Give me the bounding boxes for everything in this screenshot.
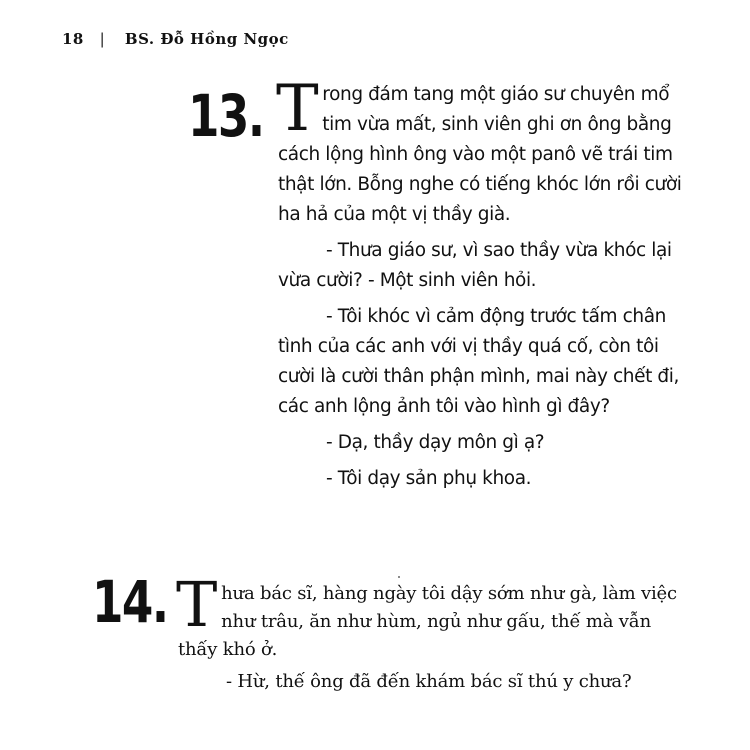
story-14 [176, 568, 678, 700]
story-14-opening-text: hưa bác sĩ, hàng ngày tôi dậy sớm như gà, làm việc như trâu, ăn như hùm, ngủ như gấu, thế mà vẫn thấy khó ở. [178, 583, 677, 660]
dialogue-line: - Thưa giáo sư, vì sao thầy vừa khóc lại vừa cười? - Một sinh viên hỏi. [278, 240, 672, 291]
header-separator: | [99, 30, 106, 48]
dialogue-line: - Dạ, thầy dạy môn gì ạ? [326, 432, 545, 453]
dialogue-line: - Tôi khóc vì cảm động trước tấm chân tình của các anh với vị thầy quá cố, còn tôi cười là cười thân phận mình, mai này chết đi, các anh lộng ảnh tôi vào hình gì đây? [278, 306, 679, 417]
dialogue-line: - Tôi dạy sản phụ khoa. [326, 468, 532, 489]
story-13 [276, 72, 688, 500]
dropcap: T [176, 568, 218, 641]
dialogue-line: - Hừ, thế ông đã đến khám bác sĩ thú y chưa? [226, 671, 632, 692]
dropcap: T [276, 72, 319, 146]
story-number-14: 14. [92, 568, 168, 636]
story-14-opening [176, 568, 678, 664]
speck [398, 576, 400, 578]
running-header [62, 30, 289, 48]
story-13-opening [276, 72, 688, 230]
page-number: 18 [62, 30, 84, 48]
author-name: BS. Đỗ Hồng Ngọc [124, 30, 289, 48]
story-13-opening-text: rong đám tang một giáo sư chuyên mổ tim vừa mất, sinh viên ghi ơn ông bằng cách lộng hình ông vào một panô vẽ trái tim thật lớn. Bỗng nghe có tiếng khóc lớn rồi cười ha hả của một vị thầy già. [278, 84, 682, 225]
story-number-13: 13. [188, 82, 264, 150]
